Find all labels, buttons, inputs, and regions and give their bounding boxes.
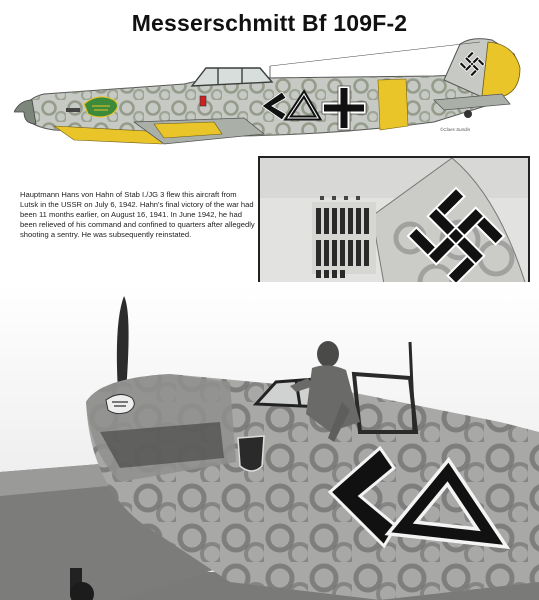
caption-text: Hauptmann Hans von Hahn of Stab I./JG 3 flew this aircraft from Lutsk in the USSR on July 6, 1942. Hahn's final victory of the war had been 11 months earlier, on August 16, 1941. In June 1942, he had been relieved of his command and confined to quarters after allegedly shooting a sentry. He was subsequently reinstated. (20, 190, 255, 239)
aircraft-profile-illustration (14, 34, 528, 162)
stab-emblem-icon (84, 97, 118, 117)
pilot-cockpit-photo (0, 282, 539, 600)
stab-emblem-icon (106, 394, 134, 413)
artist-credit: ©Claes Sundin (440, 127, 471, 132)
unit-shield-icon (238, 436, 264, 471)
victory-tally-icon (312, 196, 376, 278)
page-title: Messerschmitt Bf 109F-2 (131, 10, 408, 36)
